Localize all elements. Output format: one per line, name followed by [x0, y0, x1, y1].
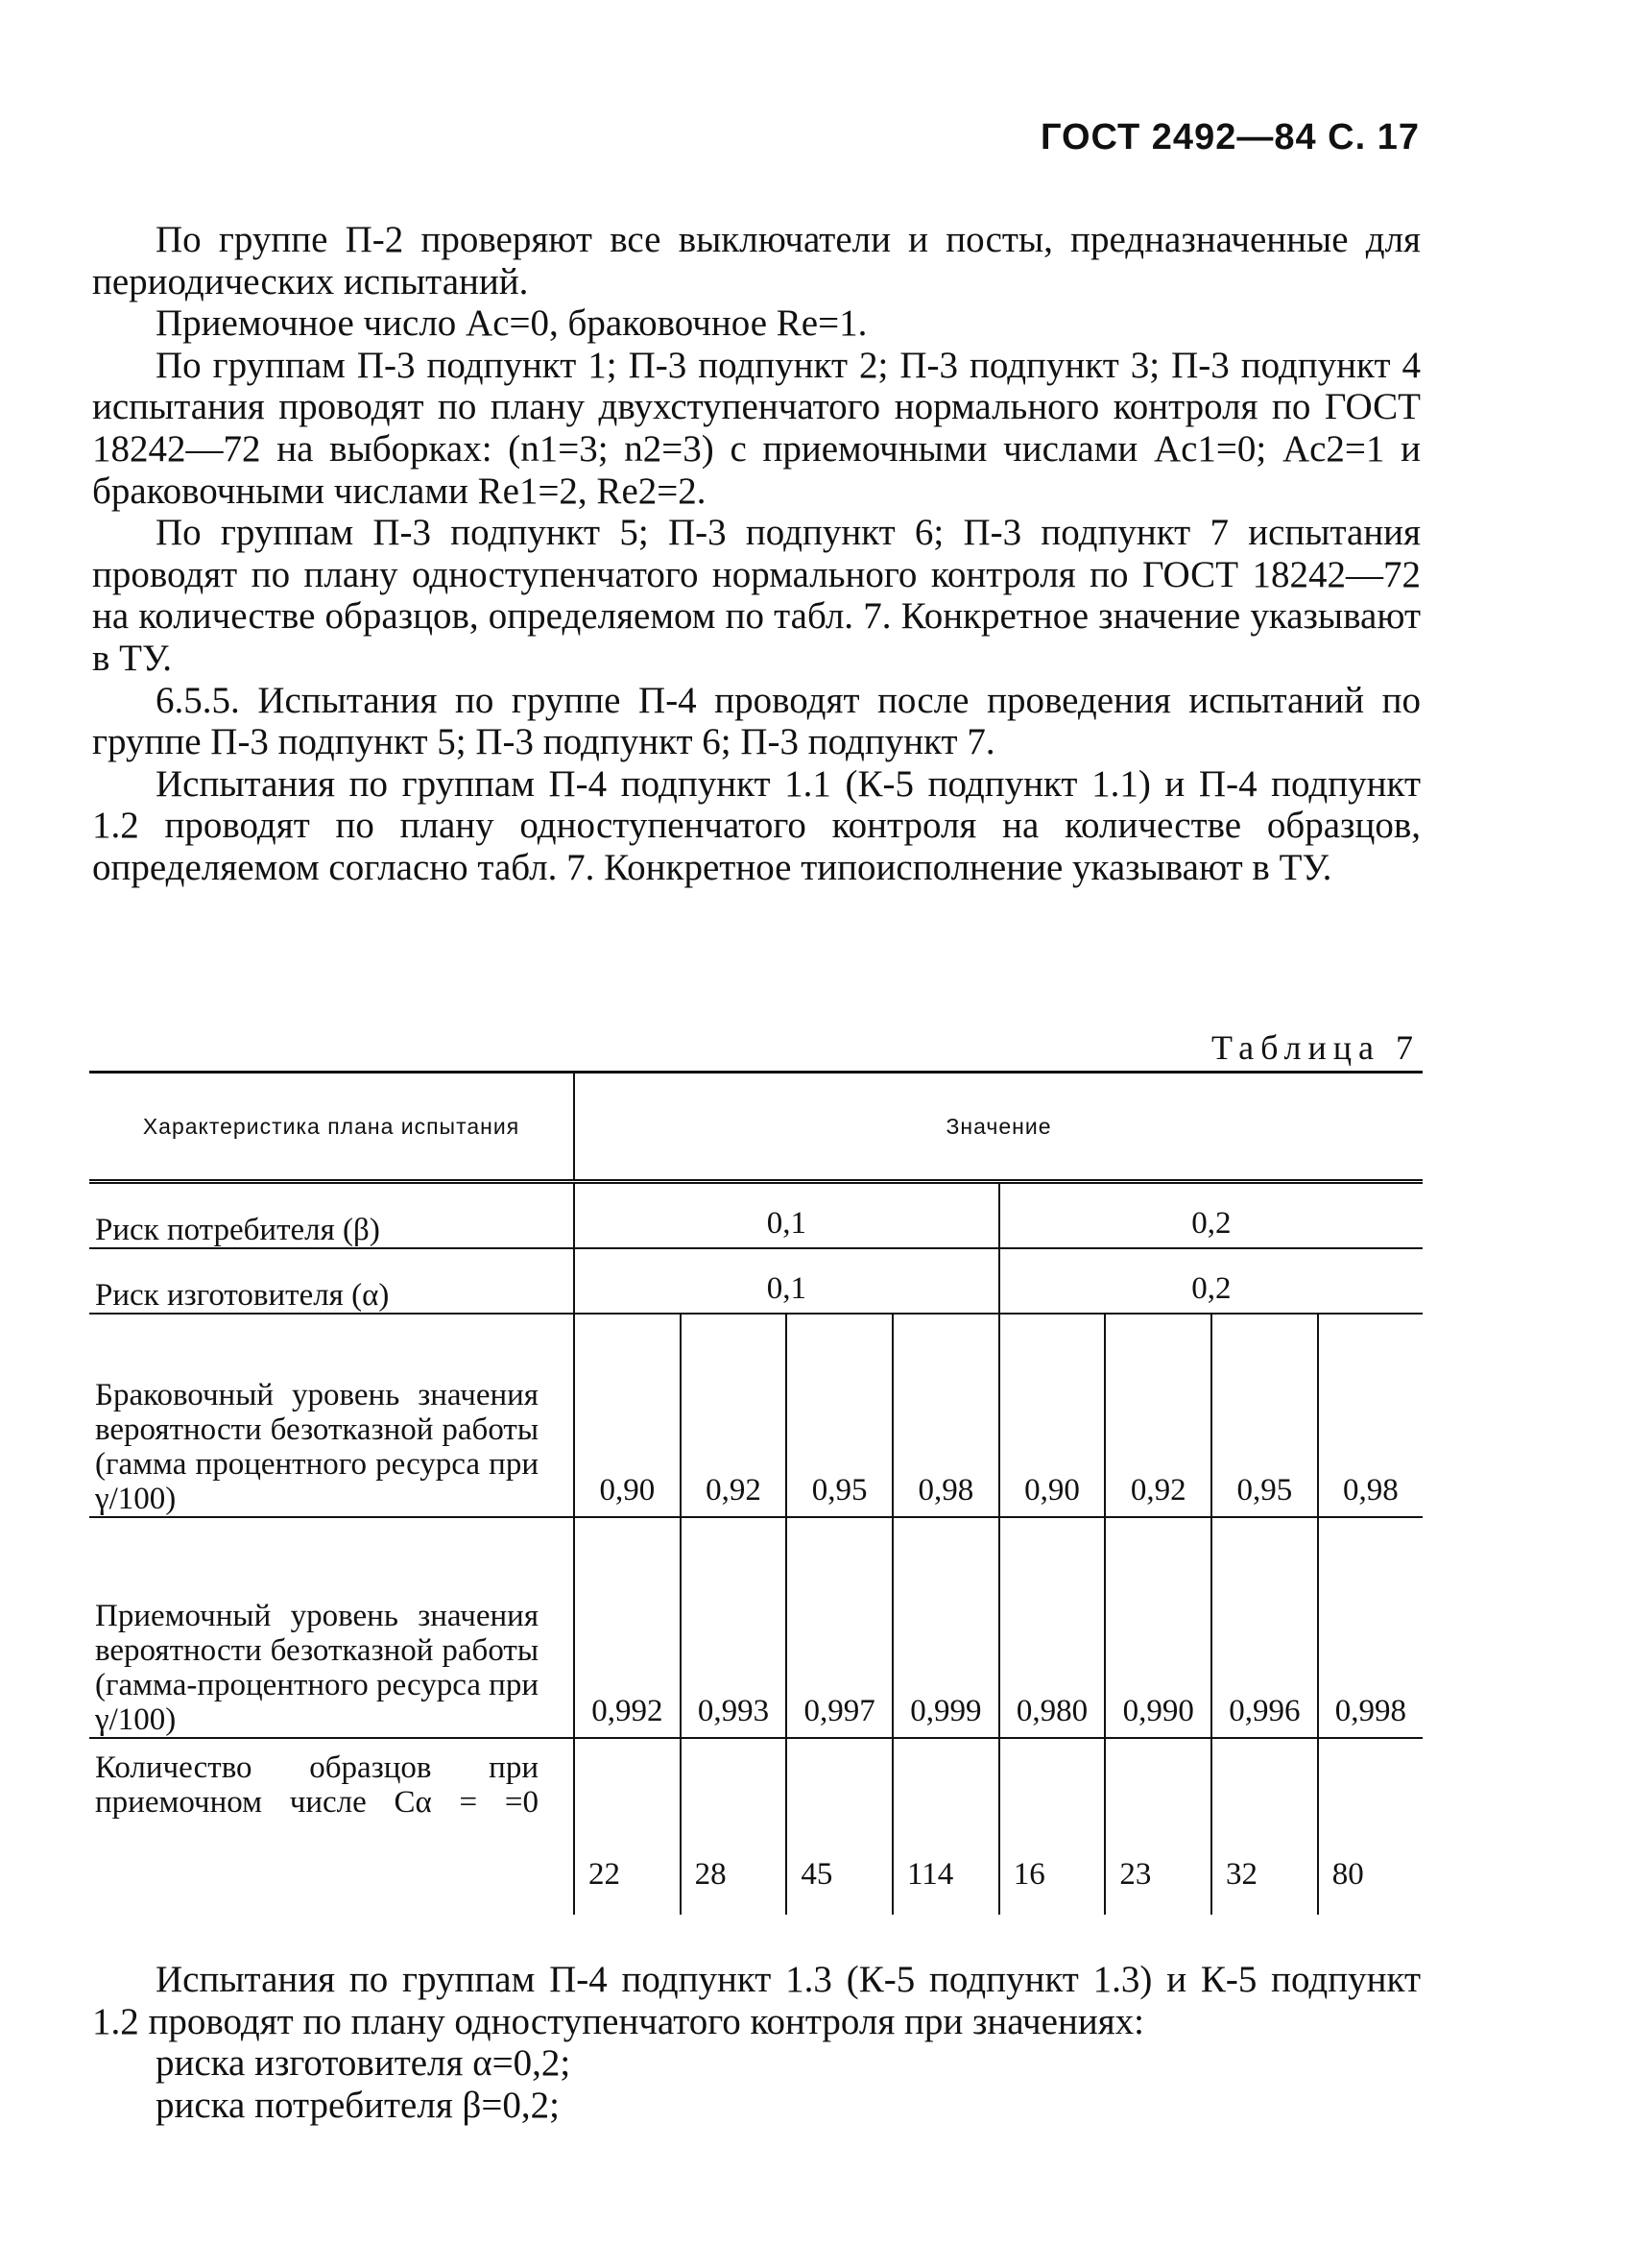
paragraph: Испытания по группам П-4 подпункт 1.3 (К-5 подпункт 1.3) и К-5 подпункт 1.2 проводят по плану одноступенчатого контроля при значениях:: [92, 1959, 1421, 2042]
table-row: [89, 1248, 1423, 1314]
column-header-value: Значение: [574, 1073, 1423, 1182]
table-cell: 0,90: [999, 1314, 1106, 1517]
table-cell: 0,95: [1211, 1314, 1318, 1517]
paragraph: По группам П-3 подпункт 5; П-3 подпункт 6; П-3 подпункт 7 испытания проводят по плану одноступенчатого нормального контроля по ГОСТ 18242—72 на количестве образцов, определяемом по табл. 7. Конкретное значение указывают в ТУ.: [92, 512, 1421, 679]
table-cell: 0,92: [681, 1314, 787, 1517]
table-cell: 22: [574, 1738, 681, 1915]
list-item: риска изготовителя α=0,2;: [156, 2042, 571, 2085]
body-text-bottom: [92, 1959, 1421, 2126]
row-label: Количество образцов при приемочном числе Cα = =0: [89, 1738, 574, 1915]
table-row: [89, 1314, 1423, 1517]
table-cell: 28: [681, 1738, 787, 1915]
column-header-characteristic: Характеристика плана испытания: [89, 1073, 574, 1182]
table-cell: 16: [999, 1738, 1106, 1915]
table-7: [89, 1071, 1423, 1915]
table-row: [89, 1182, 1423, 1249]
body-text-top: [92, 219, 1421, 889]
table-cell: 0,998: [1318, 1517, 1423, 1738]
table-cell: 0,980: [999, 1517, 1106, 1738]
paragraph: Приемочное число Aс=0, браковочное Rе=1.: [156, 302, 868, 345]
table-cell: 0,2: [999, 1182, 1423, 1249]
list-item: риска потребителя β=0,2;: [156, 2084, 560, 2126]
paragraph: 6.5.5. Испытания по группе П-4 проводят после проведения испытаний по группе П-3 подпункт 5; П-3 подпункт 6; П-3 подпункт 7.: [92, 679, 1421, 763]
table-cell: 0,996: [1211, 1517, 1318, 1738]
table-cell: 80: [1318, 1738, 1423, 1915]
table-row: [89, 1738, 1423, 1915]
row-label: Риск изготовителя (α): [89, 1248, 574, 1314]
paragraph: По группам П-3 подпункт 1; П-3 подпункт 2; П-3 подпункт 3; П-3 подпункт 4 испытания проводят по плану двухступенчатого нормального контроля по ГОСТ 18242—72 на выборках: (n1=3; n2=3) с приемочными числами Aс1=0; Aс2=1 и браковочными числами Rе1=2, Rе2=2.: [92, 344, 1421, 512]
table-cell: 0,1: [574, 1182, 999, 1249]
table-caption: Таблица 7: [1211, 1028, 1420, 1067]
table-cell: 0,98: [1318, 1314, 1423, 1517]
page-header: ГОСТ 2492—84 С. 17: [1040, 117, 1420, 157]
table-cell: 0,90: [574, 1314, 681, 1517]
table-header-row: [89, 1073, 1423, 1182]
table-cell: 0,992: [574, 1517, 681, 1738]
table-cell: 0,98: [893, 1314, 999, 1517]
table-cell: 23: [1105, 1738, 1211, 1915]
table-cell: 0,1: [574, 1248, 999, 1314]
table-cell: 0,997: [786, 1517, 893, 1738]
row-label: Приемочный уровень значения вероятности безотказной работы (гамма-процентного ресурса при γ/100): [89, 1517, 574, 1738]
table-cell: 0,2: [999, 1248, 1423, 1314]
row-label: Риск потребителя (β): [89, 1182, 574, 1249]
paragraph: Испытания по группам П-4 подпункт 1.1 (К-5 подпункт 1.1) и П-4 подпункт 1.2 проводят по плану одноступенчатого контроля на количестве образцов, определяемом согласно табл. 7. Конкретное типоисполнение указывают в ТУ.: [92, 762, 1421, 888]
table-cell: 0,999: [893, 1517, 999, 1738]
table-cell: 114: [893, 1738, 999, 1915]
table-row: [89, 1517, 1423, 1738]
table-cell: 0,990: [1105, 1517, 1211, 1738]
row-label: Браковочный уровень значения вероятности безотказной работы (гамма процентного ресурса при γ/100): [89, 1314, 574, 1517]
table-cell: 45: [786, 1738, 893, 1915]
table-cell: 0,993: [681, 1517, 787, 1738]
paragraph: По группе П-2 проверяют все выключатели и посты, предназначенные для периодических испытаний.: [92, 219, 1421, 302]
table-cell: 0,95: [786, 1314, 893, 1517]
table-cell: 0,92: [1105, 1314, 1211, 1517]
table-cell: 32: [1211, 1738, 1318, 1915]
